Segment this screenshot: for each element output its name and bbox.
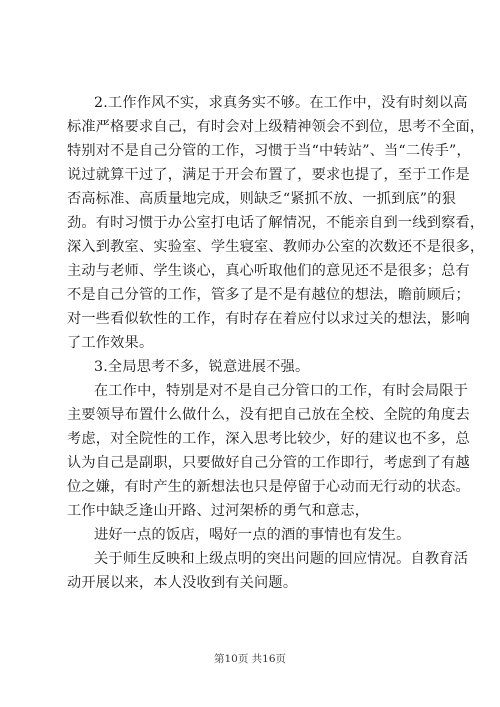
text-line: 说过就算干过了，满足于开会布置了，要求也提了，至于工作是 [67, 167, 470, 183]
text-line: 了工作效果。 [67, 335, 154, 351]
text-line: 主要领导布置什么做什么，没有把自己放在全校、全院的角度去 [67, 407, 470, 423]
text-line: 对一些看似软性的工作，有时存在着应付以求过关的想法，影响 [67, 311, 470, 327]
page-number-footer: 第10页 共16页 [213, 653, 287, 665]
text-line: 关于师生反映和上级点明的突出问题的回应情况。自教育活 [94, 551, 469, 567]
text-line: 深入到教室、实验室、学生寝室、教师办公室的次数还不是很多， [67, 239, 485, 255]
text-line: 否高标准、高质量地完成，则缺乏“紧抓不放、一抓到底”的狠 [67, 191, 456, 207]
text-line: 劲。有时习惯于办公室打电话了解情况，不能亲自到一线到察看， [67, 215, 485, 231]
text-line: 认为自己是副职，只要做好自己分管的工作即行，考虑到了有越 [67, 455, 470, 471]
text-line: 位之嫌，有时产生的新想法也只是停留于心动而无行动的状态。 [67, 479, 470, 495]
text-line: 考虑，对全院性的工作，深入思考比较少，好的建议也不多，总 [67, 431, 470, 447]
text-line: 进好一点的饭店，喝好一点的酒的事情也有发生。 [94, 527, 411, 543]
text-line: 在工作中，特别是对不是自己分管口的工作，有时会局限于 [94, 383, 469, 399]
text-line: 主动与老师、学生谈心，真心听取他们的意见还不是很多；总有 [67, 263, 470, 279]
text-line: 动开展以来，本人没收到有关问题。 [67, 575, 298, 591]
text-line: 工作中缺乏逢山开路、过河架桥的勇气和意志， [67, 503, 370, 519]
text-line: 特别对不是自己分管的工作，习惯于当“中转站”、当“二传手”， [67, 143, 471, 159]
text-line: 2.工作作风不实，求真务实不够。在工作中，没有时刻以高 [94, 95, 468, 111]
text-line: 标准严格要求自己，有时会对上级精神领会不到位，思考不全面， [67, 119, 485, 135]
section-heading: 3.全局思考不多，锐意进展不强。 [94, 359, 310, 375]
text-line: 不是自己分管的工作，管多了是不是有越位的想法，瞻前顾后； [67, 287, 470, 303]
